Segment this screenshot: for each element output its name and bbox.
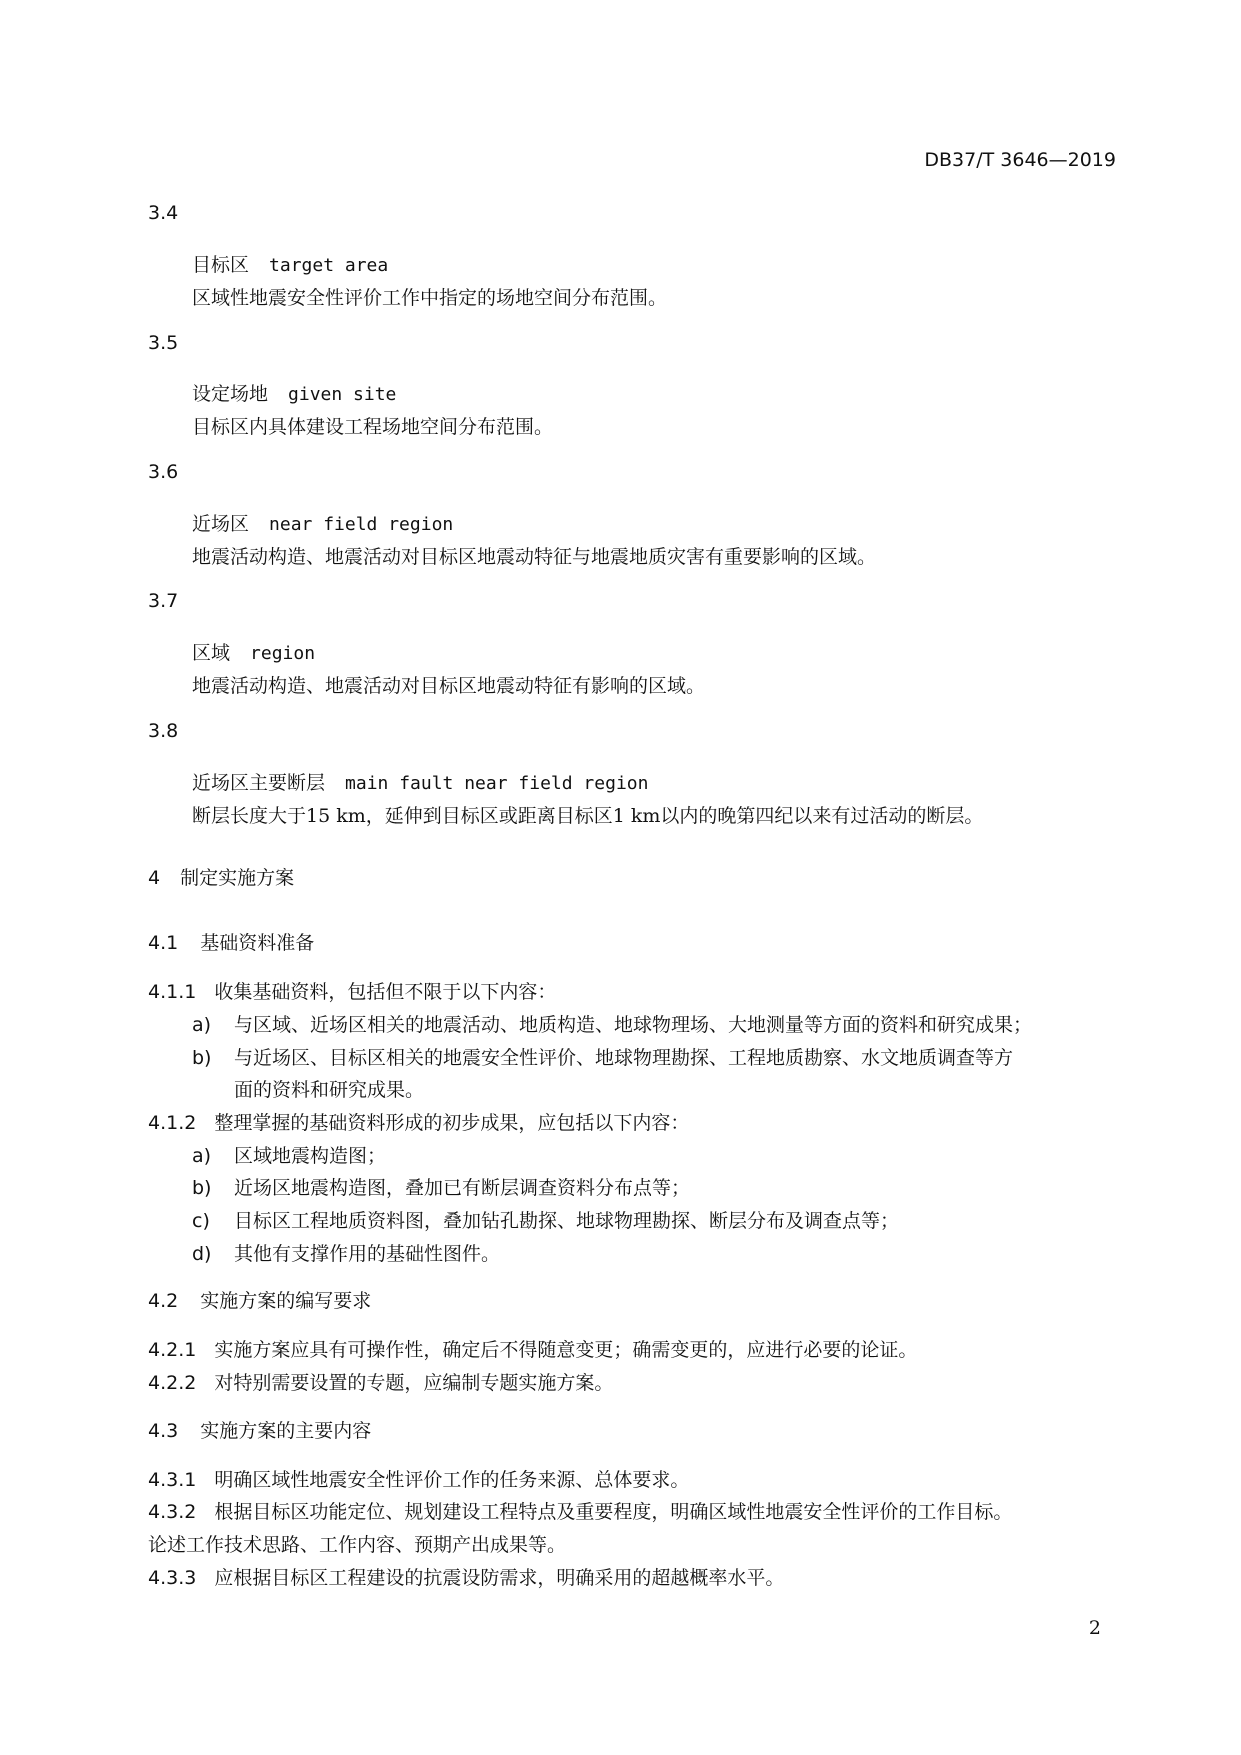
clause-number: 4.2.1	[148, 1339, 197, 1361]
term-zh: 近场区	[192, 513, 250, 535]
term-number: 3.8	[148, 720, 179, 742]
clause-number: 4.3.1	[148, 1469, 197, 1491]
list-marker: b)	[192, 1177, 212, 1199]
clause	[148, 1497, 1012, 1524]
list-text: 区域地震构造图；	[234, 1145, 387, 1167]
list-text: 与区域、近场区相关的地震活动、地质构造、地球物理场、大地测量等方面的资料和研究成果；	[234, 1014, 1033, 1036]
term-definition: 目标区内具体建设工程场地空间分布范围。	[192, 416, 554, 438]
clause-number: 4.3.3	[148, 1567, 197, 1589]
term-zh: 近场区主要断层	[192, 772, 326, 794]
page-number: 2	[1088, 1617, 1101, 1639]
term-definition: 地震活动构造、地震活动对目标区地震动特征与地震地质灾害有重要影响的区域。	[192, 546, 877, 568]
list-text-continued: 面的资料和研究成果。	[234, 1079, 425, 1101]
term-definition: 地震活动构造、地震活动对目标区地震动特征有影响的区域。	[192, 675, 706, 697]
subsection-title: 实施方案的编写要求	[200, 1290, 372, 1312]
subsection-heading	[148, 928, 314, 955]
term-number: 3.5	[148, 332, 179, 354]
term-number: 3.7	[148, 590, 179, 612]
clause-text: 根据目标区功能定位、规划建设工程特点及重要程度，明确区域性地震安全性评价的工作目标。	[214, 1501, 1013, 1523]
subsection-number: 4.1	[148, 932, 179, 954]
clause-text: 对特别需要设置的专题，应编制专题实施方案。	[214, 1372, 614, 1394]
section-heading	[148, 863, 294, 890]
list-item	[192, 1239, 500, 1266]
term-zh: 设定场地	[192, 383, 269, 405]
term-number: 3.4	[148, 202, 179, 224]
list-item	[192, 1206, 899, 1233]
clause-text: 收集基础资料，包括但不限于以下内容：	[214, 981, 557, 1003]
term-heading	[192, 379, 396, 406]
list-item	[192, 1043, 1013, 1070]
term-zh: 区域	[192, 642, 231, 664]
term-en: main fault near field region	[345, 773, 649, 794]
term-en: near field region	[269, 514, 454, 535]
list-text: 其他有支撑作用的基础性图件。	[234, 1243, 501, 1265]
list-text: 目标区工程地质资料图，叠加钻孔勘探、地球物理勘探、断层分布及调查点等；	[234, 1210, 900, 1232]
list-item	[192, 1173, 690, 1200]
term-en: region	[250, 643, 316, 664]
clause	[148, 1108, 689, 1135]
section-number: 4	[148, 867, 161, 889]
clause-number: 4.1.2	[148, 1112, 197, 1134]
list-marker: a)	[192, 1145, 212, 1167]
subsection-title: 实施方案的主要内容	[200, 1420, 372, 1442]
list-marker: a)	[192, 1014, 212, 1036]
list-marker: d)	[192, 1243, 212, 1265]
clause-number: 4.2.2	[148, 1372, 197, 1394]
term-heading	[192, 509, 453, 536]
term-heading	[192, 768, 648, 795]
subsection-heading	[148, 1286, 371, 1313]
list-item	[192, 1010, 1032, 1037]
subsection-number: 4.3	[148, 1420, 179, 1442]
term-heading	[192, 638, 315, 665]
list-item	[192, 1141, 386, 1168]
term-number: 3.6	[148, 461, 179, 483]
document-number: DB37/T 3646—2019	[924, 149, 1116, 171]
term-zh: 目标区	[192, 254, 250, 276]
term-heading	[192, 250, 388, 277]
section-title: 制定实施方案	[180, 867, 295, 889]
clause	[148, 1563, 784, 1590]
list-text: 近场区地震构造图，叠加已有断层调查资料分布点等；	[234, 1177, 691, 1199]
clause-text: 整理掌握的基础资料形成的初步成果，应包括以下内容：	[214, 1112, 690, 1134]
clause-text: 应根据目标区工程建设的抗震设防需求，明确采用的超越概率水平。	[214, 1567, 785, 1589]
clause	[148, 977, 556, 1004]
term-definition: 区域性地震安全性评价工作中指定的场地空间分布范围。	[192, 287, 668, 309]
list-text: 与近场区、目标区相关的地震安全性评价、地球物理勘探、工程地质勘察、水文地质调查等方	[234, 1047, 1014, 1069]
subsection-heading	[148, 1416, 371, 1443]
list-marker: c)	[192, 1210, 210, 1232]
clause-number: 4.1.1	[148, 981, 197, 1003]
clause-text-continued: 论述工作技术思路、工作内容、预期产出成果等。	[148, 1534, 567, 1556]
clause-text: 实施方案应具有可操作性，确定后不得随意变更；确需变更的，应进行必要的论证。	[214, 1339, 918, 1361]
list-marker: b)	[192, 1047, 212, 1069]
subsection-number: 4.2	[148, 1290, 179, 1312]
subsection-title: 基础资料准备	[200, 932, 315, 954]
clause-number: 4.3.2	[148, 1501, 197, 1523]
clause	[148, 1465, 689, 1492]
clause-text: 明确区域性地震安全性评价工作的任务来源、总体要求。	[214, 1469, 690, 1491]
term-definition: 断层长度大于15 km，延伸到目标区或距离目标区1 km以内的晚第四纪以来有过活动的断层。	[192, 805, 984, 827]
term-en: given site	[288, 384, 397, 405]
clause	[148, 1335, 917, 1362]
clause	[148, 1368, 613, 1395]
term-en: target area	[269, 255, 389, 276]
